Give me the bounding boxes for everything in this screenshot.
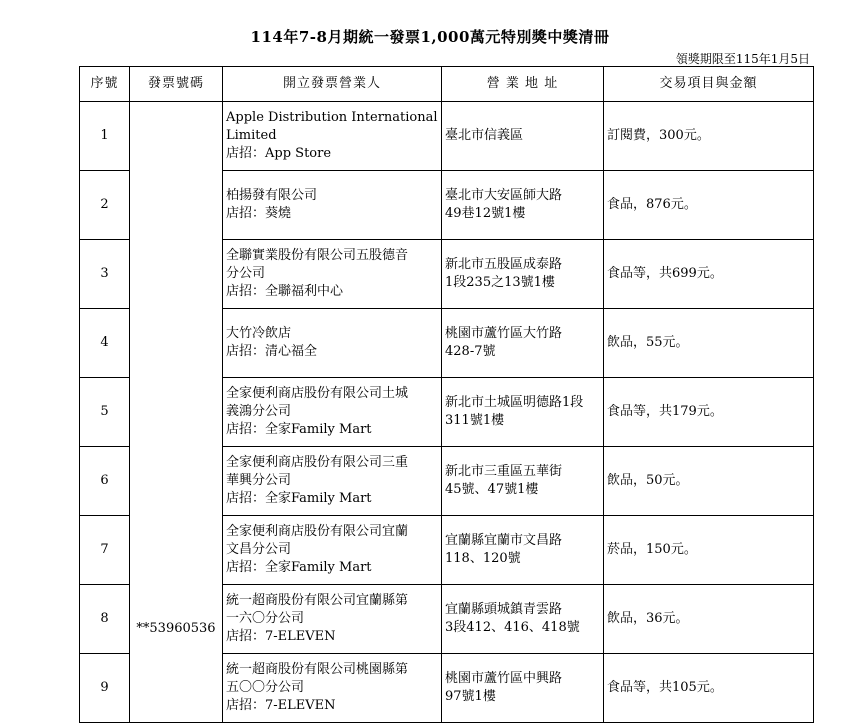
row-merchant — [223, 585, 442, 654]
row-merchant — [223, 654, 442, 723]
row-merchant — [223, 240, 442, 309]
merchant-line: 大竹冷飲店 — [226, 326, 292, 341]
row-seq: 6 — [80, 447, 130, 516]
merchant-line: 文昌分公司 — [226, 542, 292, 557]
row-address — [442, 516, 604, 585]
table-row — [80, 102, 814, 171]
document-title: 114年7-8月期統一發票1,000萬元特別獎中獎清冊 — [250, 28, 610, 46]
table-body — [80, 102, 814, 723]
row-item-amount: 訂閱費，300元。 — [604, 102, 814, 171]
merchant-line: 分公司 — [226, 266, 266, 281]
merchant-line: 店招：葵燒 — [226, 206, 292, 221]
row-seq: 4 — [80, 309, 130, 378]
address-line: 428-7號 — [445, 344, 496, 359]
merchant-line: 一六〇分公司 — [226, 611, 305, 626]
row-item-amount: 飲品，36元。 — [604, 585, 814, 654]
row-merchant — [223, 309, 442, 378]
winners-table — [79, 66, 814, 723]
invoice-number: **53960536 — [130, 102, 223, 723]
row-seq: 1 — [80, 102, 130, 171]
address-line: 臺北市信義區 — [445, 128, 524, 143]
row-seq: 8 — [80, 585, 130, 654]
row-merchant — [223, 102, 442, 171]
row-item-amount: 食品，876元。 — [604, 171, 814, 240]
row-address — [442, 378, 604, 447]
address-line: 49巷12號1樓 — [445, 206, 526, 221]
row-seq: 7 — [80, 516, 130, 585]
address-line: 新北市三重區五華街 — [445, 464, 563, 479]
claim-deadline: 領獎期限至115年1月5日 — [675, 52, 810, 66]
row-address — [442, 240, 604, 309]
merchant-line: Apple Distribution International — [226, 110, 438, 125]
merchant-line: 全聯實業股份有限公司五股德音 — [226, 248, 409, 263]
address-line: 桃園市蘆竹區中興路 — [445, 671, 563, 686]
merchant-line: 統一超商股份有限公司桃園縣第 — [226, 662, 409, 677]
row-seq: 9 — [80, 654, 130, 723]
merchant-line: 店招：App Store — [226, 146, 332, 161]
merchant-line: 店招：全家Family Mart — [226, 560, 372, 575]
merchant-line: 柏揚發有限公司 — [226, 188, 318, 203]
address-line: 311號1樓 — [445, 413, 505, 428]
merchant-line: 店招：7-ELEVEN — [226, 629, 336, 644]
header-seq: 序號 — [80, 67, 130, 102]
merchant-line: 店招：7-ELEVEN — [226, 698, 336, 713]
row-item-amount: 飲品，55元。 — [604, 309, 814, 378]
row-merchant — [223, 447, 442, 516]
row-merchant — [223, 516, 442, 585]
header-item-amount: 交易項目與金額 — [604, 67, 814, 102]
address-line: 宜蘭縣頭城鎮青雲路 — [445, 602, 563, 617]
row-address — [442, 447, 604, 516]
address-line: 新北市土城區明德路1段 — [445, 395, 584, 410]
merchant-line: 全家便利商店股份有限公司土城 — [226, 386, 409, 401]
row-address — [442, 171, 604, 240]
row-seq: 3 — [80, 240, 130, 309]
address-line: 45號、47號1樓 — [445, 482, 539, 497]
address-line: 宜蘭縣宜蘭市文昌路 — [445, 533, 563, 548]
merchant-line: 全家便利商店股份有限公司三重 — [226, 455, 409, 470]
row-merchant — [223, 378, 442, 447]
row-seq: 5 — [80, 378, 130, 447]
address-line: 新北市五股區成泰路 — [445, 257, 563, 272]
row-item-amount: 飲品，50元。 — [604, 447, 814, 516]
table-header-row — [80, 67, 814, 102]
merchant-line: 華興分公司 — [226, 473, 292, 488]
header-merchant: 開立發票營業人 — [223, 67, 442, 102]
address-line: 1段235之13號1樓 — [445, 275, 555, 290]
row-seq: 2 — [80, 171, 130, 240]
address-line: 97號1樓 — [445, 689, 496, 704]
row-address — [442, 585, 604, 654]
row-item-amount: 菸品，150元。 — [604, 516, 814, 585]
row-item-amount: 食品等，共105元。 — [604, 654, 814, 723]
merchant-line: 五〇〇分公司 — [226, 680, 305, 695]
row-address — [442, 654, 604, 723]
merchant-line: 統一超商股份有限公司宜蘭縣第 — [226, 593, 409, 608]
row-address — [442, 309, 604, 378]
merchant-line: 全家便利商店股份有限公司宜蘭 — [226, 524, 409, 539]
merchant-line: 店招：全家Family Mart — [226, 422, 372, 437]
header-invoice-number: 發票號碼 — [130, 67, 223, 102]
merchant-line: Limited — [226, 128, 277, 143]
address-line: 臺北市大安區師大路 — [445, 188, 563, 203]
merchant-line: 店招：全家Family Mart — [226, 491, 372, 506]
address-line: 118、120號 — [445, 551, 521, 566]
row-merchant — [223, 171, 442, 240]
address-line: 3段412、416、418號 — [445, 620, 580, 635]
merchant-line: 店招：清心福全 — [226, 344, 318, 359]
row-item-amount: 食品等，共699元。 — [604, 240, 814, 309]
address-line: 桃園市蘆竹區大竹路 — [445, 326, 563, 341]
header-address: 營 業 地 址 — [442, 67, 604, 102]
merchant-line: 店招：全聯福利中心 — [226, 284, 344, 299]
merchant-line: 義鴻分公司 — [226, 404, 292, 419]
row-address — [442, 102, 604, 171]
row-item-amount: 食品等，共179元。 — [604, 378, 814, 447]
